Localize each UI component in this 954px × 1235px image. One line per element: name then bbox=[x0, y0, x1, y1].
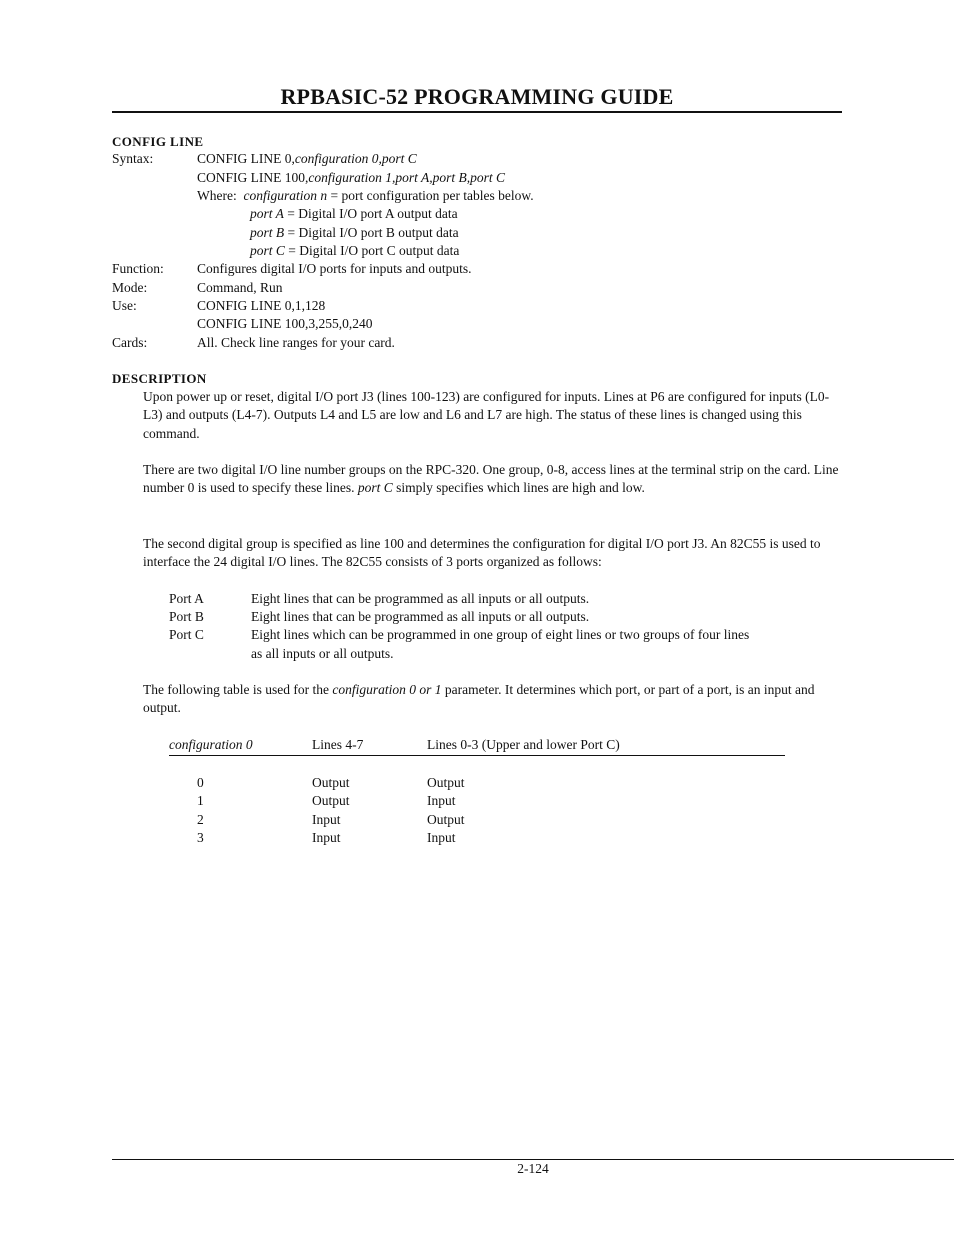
syntax-label: Syntax: bbox=[112, 151, 154, 166]
port-list-desc: Eight lines that can be programmed as all inputs or all outputs. bbox=[251, 609, 590, 624]
table-cell: Output bbox=[312, 775, 350, 790]
port-b-param bbox=[250, 224, 459, 242]
port-c-name: port C bbox=[250, 243, 285, 258]
where-param: configuration n bbox=[243, 188, 328, 203]
table-cell: 2 bbox=[197, 812, 204, 827]
paragraph-4-text-end: parameter. It determines which port, or part of a port, is an input and output. bbox=[143, 682, 815, 716]
paragraph-2-port-c: port C bbox=[357, 480, 393, 496]
table-cell: Output bbox=[312, 793, 350, 808]
table-cell: Input bbox=[427, 830, 456, 845]
paragraph-4-param: configuration 0 or 1 bbox=[332, 682, 442, 697]
cards-text: All. Check line ranges for your card. bbox=[197, 335, 395, 350]
page-number: 2-124 bbox=[517, 1161, 549, 1176]
paragraph-2-text: There are two digital I/O line number groups on the RPC-320. One group, 0-8, access lines at the terminal strip on the card. Line number 0 is used to specify these lines. bbox=[143, 462, 839, 496]
table-cell: 3 bbox=[197, 830, 204, 845]
syntax-1-cmd: CONFIG LINE 0, bbox=[197, 151, 295, 166]
description-paragraph-1: Upon power up or reset, digital I/O port J3 (lines 100-123) are configured for inputs. Lines at P6 are configured for inputs (L0-L3) and outputs (L4-7). Outputs L4 and L5 are low and L6 and L7 are high. The status of these lines is changed using this command. bbox=[143, 389, 830, 441]
cards-label: Cards: bbox=[112, 335, 148, 350]
syntax-2-cmd: CONFIG LINE 100, bbox=[197, 170, 309, 185]
where-label: Where: bbox=[197, 188, 237, 203]
table-header-config bbox=[169, 736, 253, 754]
syntax-line-2 bbox=[197, 169, 505, 187]
function-text: Configures digital I/O ports for inputs and outputs. bbox=[197, 261, 472, 276]
description-paragraph-3: The second digital group is specified as line 100 and determines the configuration for digital I/O port J3. An 82C55 is used to interface the 24 digital I/O lines. The 82C55 consists of 3 ports organized as follows: bbox=[143, 536, 821, 570]
table-cell: 0 bbox=[197, 775, 204, 790]
port-list-desc-cont: as all inputs or all outputs. bbox=[251, 646, 394, 661]
use-example-2: CONFIG LINE 100,3,255,0,240 bbox=[197, 316, 373, 331]
syntax-line-1 bbox=[197, 150, 417, 168]
table-header-config-text: configuration 0 bbox=[169, 737, 253, 752]
where-desc: = port configuration per tables below. bbox=[327, 188, 534, 203]
description-paragraph-2 bbox=[143, 461, 843, 498]
header-rule bbox=[112, 111, 842, 113]
paragraph-2-text-end: simply specifies which lines are high and low. bbox=[392, 480, 645, 496]
footer-rule bbox=[112, 1159, 954, 1160]
port-list-name: Port A bbox=[169, 591, 204, 606]
table-rule bbox=[169, 755, 785, 756]
mode-label: Mode: bbox=[112, 280, 148, 295]
table-cell: Input bbox=[427, 793, 456, 808]
syntax-2-args: configuration 1,port A,port B,port C bbox=[308, 170, 506, 185]
table-header-lines-0-3: Lines 0-3 (Upper and lower Port C) bbox=[427, 737, 620, 752]
config-line-heading: CONFIG LINE bbox=[112, 134, 204, 149]
use-label: Use: bbox=[112, 298, 137, 313]
port-a-desc: = Digital I/O port A output data bbox=[283, 206, 458, 221]
table-cell: 1 bbox=[197, 793, 204, 808]
table-cell: Output bbox=[427, 775, 465, 790]
port-b-desc: = Digital I/O port B output data bbox=[284, 225, 459, 240]
port-c-desc: = Digital I/O port C output data bbox=[284, 243, 460, 258]
description-heading: DESCRIPTION bbox=[112, 371, 207, 386]
use-example-1: CONFIG LINE 0,1,128 bbox=[197, 298, 326, 313]
mode-text: Command, Run bbox=[197, 280, 283, 295]
description-paragraph-4 bbox=[143, 681, 843, 718]
port-a-param bbox=[250, 205, 458, 223]
syntax-1-args: configuration 0,port C bbox=[294, 151, 417, 166]
page-title: RPBASIC-52 PROGRAMMING GUIDE bbox=[280, 84, 674, 109]
table-cell: Input bbox=[312, 812, 341, 827]
function-label: Function: bbox=[112, 261, 164, 276]
port-list-name: Port C bbox=[169, 627, 204, 642]
table-cell: Input bbox=[312, 830, 341, 845]
port-list-name: Port B bbox=[169, 609, 204, 624]
port-list-desc: Eight lines which can be programmed in one group of eight lines or two groups of four lines bbox=[251, 627, 750, 642]
table-cell: Output bbox=[427, 812, 465, 827]
port-c-param bbox=[250, 242, 459, 260]
port-b-name: port B bbox=[250, 225, 285, 240]
port-a-name: port A bbox=[250, 206, 284, 221]
port-list-desc: Eight lines that can be programmed as all inputs or all outputs. bbox=[251, 591, 590, 606]
table-header-lines-4-7: Lines 4-7 bbox=[312, 737, 364, 752]
paragraph-4-text: The following table is used for the bbox=[143, 682, 333, 697]
where-line bbox=[197, 187, 534, 205]
